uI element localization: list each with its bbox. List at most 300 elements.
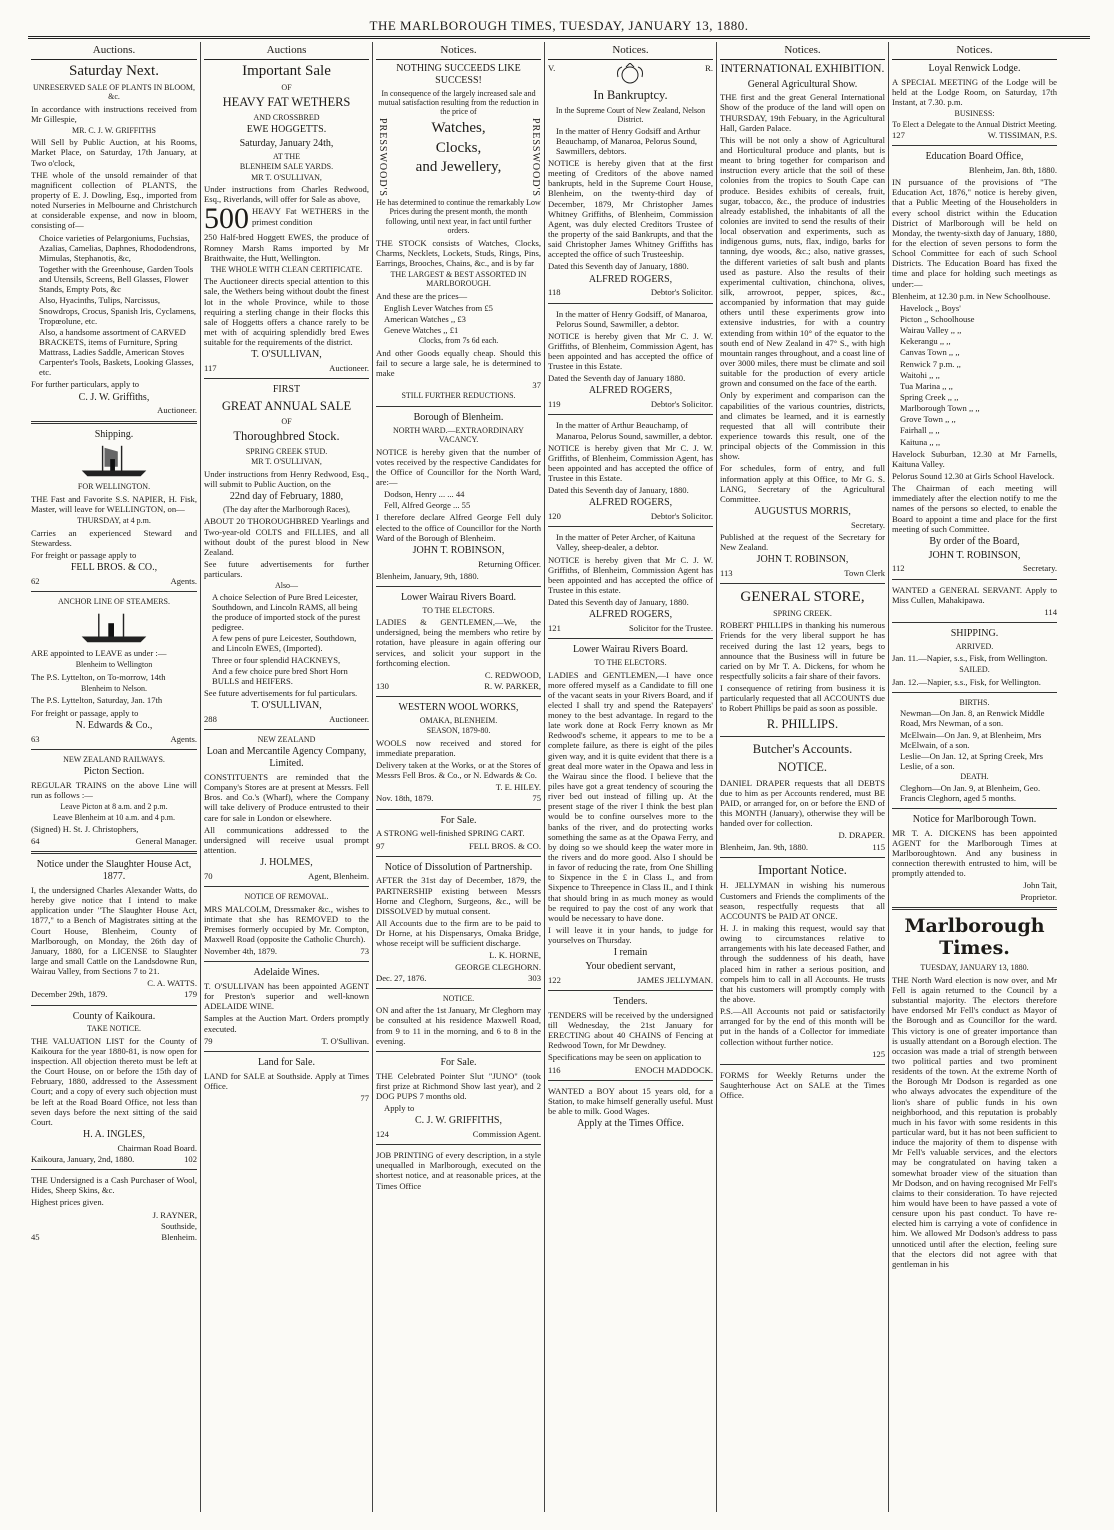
divider: [548, 638, 713, 639]
ad-text: NOTICE is hereby given that the number of votes received by the respective Candidates for the Office of Councillor for the North Ward, are:—: [376, 446, 541, 487]
ad-role: Debtor's Solicitor.: [650, 399, 713, 410]
ad-footer: [204, 1036, 369, 1046]
ad-text: NOTICE is hereby given that Mr C. J. W. Griffiths, of Blenheim, Commission Agent, has been appointed and has accepted the office of Trustee in this Estate.: [548, 442, 713, 484]
ad-text: THE VALUATION LIST for the County of Kaikoura for the year 1880-81, is now open for inspection. All objection thereto must be left at the Court House, on or before the 15th day of February, 1880, addressed to the Assessment Court; and a copy of every such objection must be left at the Road Board Office, not less than seven days before the next sitting of the said Court.: [31, 1035, 197, 1127]
price-line: English Lever Watches from £5: [384, 303, 493, 313]
column-2: [200, 42, 372, 1512]
ad-date: Dated this Seventh day of January, 1880.: [548, 485, 689, 496]
ad-text: WANTED a GENERAL SERVANT. Apply to Miss Cullen, Mahakipawa.: [892, 584, 1057, 605]
ad-text: THE Celebrated Pointer Slut "JUNO" (took first prize at Richmond Show last year), and 2 DOG PUPS 7 months old.: [376, 1070, 541, 1101]
ad-title: WESTERN WOOL WORKS,: [398, 702, 519, 714]
divider: [204, 729, 369, 730]
ad-text: NOTICE is hereby given that Mr C. J. W. Griffiths, of Blenheim, Commission Agent, has been appointed and has accepted the office of Trustee in this Estate.: [548, 330, 713, 372]
ad-signature: H. A. INGLES,: [83, 1129, 145, 1140]
birth-notice: Newman—On Jan. 8, an Renwick Middle Road, Mrs Newman, of a son.: [900, 708, 1045, 729]
shipping-line: Jan. 11.—Napier, s.s., Fisk, from Wellington.: [892, 653, 1048, 664]
ad-date: Dated this Seventh day of January, 1880.: [548, 261, 689, 272]
ad-text: Published at the request of the Secretary for New Zealand.: [720, 531, 885, 553]
ad-title: Lower Wairau Rivers Board.: [572, 644, 689, 656]
ad-text: And a few choice pure bred Short Horn BULLS and HEIFERS.: [212, 665, 348, 686]
ad-date: Dated the Seventh day of January 1880.: [548, 373, 686, 384]
ad-title: Notice for Marlborough Town.: [912, 813, 1037, 825]
ad-role: Town Clerk: [844, 567, 885, 578]
column-heading: Notices.: [892, 42, 1057, 60]
divider: [376, 809, 541, 810]
section-heading: BIRTHS.: [959, 697, 990, 707]
ad-text: LADIES and GENTLEMEN,—I have once more offered myself as a Candidate to fill one of the vacant seats in your Rivers Board, and if elected I shall try and spend the Ratepayers' money to the best advantage. In regard to the late work done at Rock Ferry known as Mr Redwood's scheme, it appears to me to be a complete failure, as there is eight of the piles given way, and it is quite evident that there is a great deal more water in the Opawa and less in the Wairau since the flood. I believe that the piles have got a great tendency of scouring the river bed out instead of filling up. At the present stage of the river I think the best plan would be to confine ourselves more to the banks of the river, and do protecting works something the same as at the Opawa Ferry, and by doing so we should keep the water more in the rivers and do more good. Also I should be in favor of reducing the rate, from One Shilling to Sixpence in the £ in Class I., and from Sixpence to Threepence in Class II., and I think that should bring in as much money as would be required to pay the cost of any work that would be necessary to have done.: [548, 669, 713, 923]
ad-text: Under instructions from Charles Redwood, Esq., Riverlands, will offer for Sale as above,: [204, 184, 369, 205]
schedule-line: Canvas Town ,, ,,: [900, 347, 960, 358]
schedule-line: Waitohi ,, ,,: [900, 369, 940, 380]
ad-text: THE WHOLE WITH CLEAN CERTIFICATE.: [210, 264, 363, 274]
ad-text: I therefore declare Alfred George Fell duly elected to the office of Councillor for the North Ward of the Borough of Blenheim.: [376, 512, 541, 543]
ad-subtitle: SPRING CREEK.: [773, 608, 832, 618]
ad-text: SEASON, 1879-80.: [426, 726, 491, 736]
ad-text: Together with the Greenhouse, Garden Tools and Utensils, Screens, Bell Glasses, Flower Stands, Empty Pots, &c: [39, 263, 194, 295]
ad-date: Blenheim, Jan. 9th, 1880.: [720, 841, 809, 852]
ad-subtitle: TAKE NOTICE.: [86, 1024, 141, 1034]
ad-text: Under instructions from Henry Redwood, Esq., will submit to Public Auction, on the: [204, 468, 369, 489]
ad-footer: [548, 287, 713, 297]
divider: [204, 961, 369, 962]
ad-number: 127: [892, 130, 905, 141]
ad-text: ON and after the 1st January, Mr Cleghorn may be consulted at his residence Maxwell Road, from 9 to 11 in the morning, and 6 to 8 in the evening.: [376, 1005, 541, 1046]
ad-subtitle: UNRESERVED SALE OF PLANTS IN BLOOM, &c.: [32, 82, 196, 102]
ad-text: FIRST: [272, 384, 301, 396]
divider: [720, 857, 885, 858]
ad-number: 75: [532, 793, 541, 804]
ad-text: All communications addressed to the undersigned will receive usual prompt attention.: [204, 824, 369, 856]
ad-signature: AUGUSTUS MORRIS,: [754, 505, 851, 517]
ad-text: NEW ZEALAND: [257, 735, 316, 744]
ad-signature: C. REDWOOD,: [484, 669, 541, 680]
ad-text: MR. C. J. W. GRIFFITHS: [71, 125, 157, 135]
divider: [31, 591, 197, 592]
ad-signature: Auctioneer.: [157, 405, 197, 416]
ad-footer: [548, 975, 713, 985]
ad-text: H. J. in making this request, would say that owing to circumstances relative to arrangements with his late deceased Father, and through the suddenness of his death, have placed him in rather a serious position, and compels him to call in all Accounts. He trusts that his customers will promptly comply with the above.: [720, 923, 885, 1005]
ad-role: Solicitor for the Trustee.: [628, 623, 713, 634]
ad-text: Specifications may be seen on application to: [548, 1052, 702, 1063]
ad-title: Loyal Renwick Lodge.: [928, 62, 1021, 74]
ad-signature: T. O'Sullivan.: [321, 1035, 369, 1046]
column-heading: Auctions: [204, 42, 369, 60]
divider: [548, 1080, 713, 1081]
ad-text: Only by experiment and comparison can the capabilities of the various countries, districts, and climates be learned, and it is earnestly requested that all will contribute their experience towards this result, one of the principal objects of the Commission in this show.: [720, 390, 885, 462]
ad-title: For Sale.: [440, 814, 477, 826]
ad-title: Butcher's Accounts.: [752, 742, 853, 757]
ad-text: LAND for SALE at Southside. Apply at Times Office.: [204, 1070, 369, 1091]
ad-text: I will leave it in your hands, to judge for yourselves on Thursday.: [548, 925, 713, 946]
ad-text: See future advertisements for further particulars.: [204, 558, 369, 580]
ad-title: Clocks,: [435, 139, 482, 156]
ad-date: December 29th, 1879.: [31, 989, 108, 1000]
divider: [376, 696, 541, 697]
ad-text: By order of the Board,: [929, 535, 1020, 547]
divider: [892, 692, 1057, 693]
ad-date: Blenheim, January, 9th, 1880.: [376, 570, 479, 581]
ad-footer: [31, 1154, 197, 1164]
ad-footer: [376, 973, 541, 983]
ad-text: Blenheim.: [161, 1231, 197, 1242]
column-heading: Notices.: [548, 42, 713, 60]
ad-text: THURSDAY, at 4 p.m.: [77, 516, 151, 526]
ad-text: Blenheim to Wellington: [75, 660, 153, 670]
ad-text: In the matter of Arthur Beauchamp, of Manaroa, Pelorus Sound, sawmiller, a debtor.: [556, 420, 713, 441]
ad-text: ROBERT PHILLIPS in thanking his numerous Friends for the very liberal support he has received during the last 12 years, begs to announce that the Business will in future be caried on by Mr T. A. Dickens, for whom he respectfully solicits a fair share of their favors.: [720, 620, 885, 681]
ad-text: For freight or passage apply to: [31, 549, 137, 560]
masthead-rule: [28, 36, 1090, 39]
ad-role: General Manager.: [135, 836, 197, 847]
ad-footer: [376, 1129, 541, 1139]
ad-text: Your obedient servant,: [585, 961, 676, 973]
ad-title: Lower Wairau Rivers Board.: [400, 591, 517, 603]
section-heading: DEATH.: [960, 772, 989, 782]
ad-text: THE STOCK consists of Watches, Clocks, Charms, Necklets, Lockets, Studs, Rings, Pins, Earrings, Brooches, Chains, &c., and is by far: [376, 237, 541, 268]
ad-text: WOOLS now received and stored for immediate preparation.: [376, 737, 541, 758]
ad-text: He has determined to continue the remarkably Low Prices during the present month, the month following, until next year, in fact until further orders.: [376, 197, 541, 236]
ad-signature: FELL BROS. & CO.: [468, 840, 541, 851]
candidate-line: Fell, Alfred George ... 55: [384, 500, 471, 511]
ad-text: I, the undersigned Charles Alexander Watts, do hereby give notice that I intend to make application under "The Slaughter House Act, 1877," to a Bench of Magistrates sitting at the Court House, Blenheim, County of Marlborough, on Monday, the 26th day of January, 1880, for a LICENSE to Slaughter large and small Cattle on the Landsdowne Run, Wairau Valley, from Sections 7 to 21.: [31, 884, 197, 977]
ad-number: 118: [548, 287, 561, 298]
schedule-line: Renwick 7 p.m. ,,: [900, 358, 961, 369]
ad-title: In Bankruptcy.: [593, 87, 668, 102]
ad-number: 97: [376, 840, 385, 851]
divider: [204, 378, 369, 379]
ad-text: Also—: [274, 581, 299, 591]
schedule-line: Picton ,, Schoolhouse: [900, 313, 975, 324]
ad-subtitle: NOTICE.: [778, 760, 827, 774]
ad-text: The Auctioneer directs special attention to this sale, the Wethers being without doubt the finest lot in the whole Province, while to those requiring a sterling change in their flocks this sale of Hoggetts offers a chance rarely to be met with of acquiring splendidly bred Ewes suitable for the requirements of the district.: [204, 276, 369, 348]
ad-text: OF: [281, 416, 292, 426]
ad-date: Nov. 18th, 1879.: [376, 793, 434, 804]
ad-number: 121: [548, 623, 561, 634]
ad-text: OF: [281, 82, 292, 92]
schedule-line: Tua Marina ,, ,,: [900, 380, 953, 391]
divider: [720, 736, 885, 737]
ad-number: 102: [184, 1153, 197, 1164]
ad-text: For freight or passage, apply to: [31, 707, 139, 718]
ad-text: Leave Picton at 8 a.m. and 2 p.m.: [60, 802, 168, 812]
ad-subtitle: TO THE ELECTORS.: [594, 658, 667, 668]
divider: [31, 421, 197, 424]
ad-text: See future advertisements for ful particulars.: [204, 687, 358, 698]
price-line: Geneve Watches ,, £1: [384, 325, 459, 336]
ad-title: INTERNATIONAL EXHIBITION.: [720, 62, 885, 75]
divider: [376, 856, 541, 857]
ad-role: Commission Agent.: [472, 1129, 541, 1140]
ad-footer: [31, 734, 197, 744]
ad-number: 73: [360, 946, 369, 957]
divider: [376, 586, 541, 587]
ad-title: NOTICE OF REMOVAL.: [244, 892, 329, 902]
divider: [892, 907, 1057, 910]
ad-text: I consequence of retiring from business it is particularly requested that all ACCOUNTS due to Robert Phillips be paid as soon as possible.: [720, 683, 885, 714]
ad-text: STILL FURTHER REDUCTIONS.: [401, 391, 516, 401]
ad-signature: C. J. W. Griffiths,: [78, 391, 150, 403]
ad-role: Proprietor.: [1020, 891, 1057, 902]
ad-footer: [892, 563, 1057, 573]
ad-text: NOTICE is hereby given that Mr C. J. W. Griffiths, of Blenheim, Commission Agent has been appointed and has accepted the office of Trustee in this estate.: [548, 554, 713, 596]
ad-footer: [31, 1232, 197, 1242]
royal-crest: [548, 63, 713, 85]
ad-text: JOB PRINTING of every description, in a style unequalled in Marlborough, executed on the shortest notice, and at reasonable prices, at the Times Office: [376, 1150, 541, 1191]
ad-title: EWE HOGGETTS.: [246, 124, 327, 136]
ad-footer: [548, 511, 713, 521]
ad-footer: [548, 1065, 713, 1075]
ad-title: ANCHOR LINE OF STEAMERS.: [57, 596, 170, 606]
ad-number: 119: [548, 399, 561, 410]
divider: [204, 886, 369, 887]
ad-text: P.S.—All Accounts not paid or satisfactorily arranged for by the end of this month will be put in the hands of a Collector for immediate collection without further notice.: [720, 1006, 885, 1047]
ad-number: 113: [720, 567, 733, 578]
ad-signature: GEORGE CLEGHORN.: [455, 961, 541, 972]
ad-signature: JOHN T. ROBINSON,: [412, 544, 505, 556]
ad-date: Dated this Seventh day of January, 1880.: [548, 597, 689, 608]
divider: [376, 988, 541, 989]
ad-number: 120: [548, 511, 561, 522]
divider: [548, 990, 713, 991]
ad-text: Apply to: [384, 1103, 415, 1114]
ad-role: Auctioneer.: [329, 713, 369, 724]
ad-role: Chairman Road Board.: [117, 1142, 197, 1153]
ad-text: In accordance with instructions received from Mr Gillespie,: [31, 103, 197, 124]
ad-subtitle: NORTH WARD.—EXTRAORDINARY VACANCY.: [393, 425, 524, 445]
masthead: THE MARLBOROUGH TIMES, TUESDAY, JANUARY 13, 1880.: [369, 18, 749, 33]
crest-letter: R.: [705, 62, 713, 73]
ad-role: Agents.: [170, 733, 197, 744]
ad-title: HEAVY FAT WETHERS: [222, 95, 351, 110]
ad-title: County of Kaikoura.: [72, 1010, 156, 1022]
divider: [376, 406, 541, 407]
ad-title: Land for Sale.: [258, 1056, 315, 1068]
ad-text: Choice varieties of Pelargoniums, Fuchsias, Azalias, Camelias, Daphnes, Rhododendrons, Mimulas, Stephanotis, &c,: [39, 232, 197, 263]
ad-text: Also, Hyacinths, Tulips, Narcissus, Snowdrops, Crocus, Spanish Iris, Cyclamens, Tropœolune, etc.: [39, 295, 197, 326]
section-heading: Shipping.: [94, 428, 134, 440]
ad-text: This will be not only a show of Agricultural and Horticultural produce and plants, but is meant to bring together for comparison and instruction every article that the soil of these colonies from the tropics to South Cape can produce. Besides exhibits of cereals, fruit, sugar, tobacco, &c., the produce of industries already established, the inhabitants of all the colonies are invited to send the results of their local observation and experiments, such as indigenous gums, nuts, flax, indigo, barks for tanning, dye woods, &c.; also, native grasses, the different varieties of salt bush and plants used as pasture. Also the results of their experimental cultivation, chinchona, olives, silk, arrowroot, pepper, spices, &c., accompanied by information that may guide others until these experiments grow into extensive industries, for with a country extending from within 10° of the equator to the south end of New Zealand in 47° S., with high mountain ranges throughout, and a coast line of over 3000 miles, there must be climate and soil suitable for the production of every article grown and consumed on the face of the earth.: [720, 134, 885, 389]
ad-text: Samples at the Auction Mart. Orders promptly executed.: [204, 1013, 369, 1034]
ad-text: A SPECIAL MEETING of the Lodge will be held at the Lodge Room, on Saturday, 17th Instant, at 7.30. p.m.: [892, 76, 1057, 108]
divider: [720, 1064, 885, 1065]
candidate-line: Dodson, Henry ... ... 44: [384, 489, 465, 500]
ad-text: For further particulars, apply to: [31, 379, 140, 390]
columns: [28, 42, 1090, 1512]
divider: [892, 145, 1057, 146]
ad-date: Dec. 27, 1876.: [376, 972, 427, 983]
ad-signature: D. DRAPER.: [838, 830, 885, 841]
ad-footer: [31, 576, 197, 586]
ad-signature: (Signed) H. St. J. Christophers,: [31, 824, 139, 835]
ad-lot: [204, 202, 369, 236]
divider: [548, 303, 713, 304]
ad-signature: J. RAYNER,: [152, 1209, 197, 1220]
ad-title: For Sale.: [440, 1056, 477, 1068]
ad-text: Will Sell by Public Auction, at his Rooms, Market Place, on Saturday, 17th January, at Two o'clock,: [31, 137, 197, 168]
ad-text: BUSINESS:: [954, 109, 995, 119]
ad-number: 130: [376, 680, 389, 691]
ad-text: For schedules, form of entry, and full information apply at this Office, to Mr G. S. LANG, Secretary of the Agricultural Committee.: [720, 463, 885, 504]
ad-text: To Elect a Delegate to the Annual District Meeting.: [892, 119, 1057, 129]
steamship-icon: [75, 608, 153, 646]
ad-signature: ALFRED ROGERS,: [588, 497, 673, 509]
ad-text: BLENHEIM SALE YARDS.: [239, 162, 334, 172]
ad-text: Delivery taken at the Works, or at the Stores of Messrs Fell Bros. & Co., or N. Edwards & Co.: [376, 760, 541, 781]
ad-text: NOTICE is hereby given that at the first meeting of Creditors of the above named bankrupts, held in the Supreme Court House, Blenheim, on the twenty-third day of December, 1879, Mr Christopher James Whitney Griffiths, of Blenheim, Commission Agent, was duly elected Creditors Trustee of the property of the said Bankrupts, and that the said Christopher James Whitney Griffiths has accepted the office of such Trusteeship.: [548, 158, 713, 260]
schedule-line: Havelock ,, Boys': [900, 302, 961, 313]
ad-number: 79: [204, 1035, 213, 1046]
divider: [892, 579, 1057, 580]
divider: [548, 526, 713, 527]
ad-text: THE LARGEST & BEST ASSORTED IN MARLBOROUGH.: [390, 269, 527, 289]
ad-text: Southside,: [160, 1220, 197, 1231]
ad-signature: W. TISSIMAN, P.S.: [987, 130, 1057, 141]
schedule-line: Blenheim, at 12.30 p.m. in New Schoolhouse.: [892, 290, 1051, 301]
column-5: [716, 42, 888, 1512]
ad-text: AND CROSSBRED: [253, 112, 320, 122]
ad-signature: JOHN T. ROBINSON,: [928, 549, 1021, 561]
ad-title: GENERAL STORE,: [740, 589, 865, 606]
ad-text: Carries an experienced Steward and Stewardess.: [31, 527, 197, 548]
ad-title: Thoroughbred Stock.: [233, 429, 340, 444]
ad-subtitle: General Agricultural Show.: [747, 78, 858, 90]
ad-text: Highest prices given.: [31, 1197, 104, 1208]
ad-text: I remain: [613, 947, 648, 959]
ad-footer: [376, 681, 541, 691]
ad-title: NEW ZEALAND RAILWAYS.: [63, 754, 165, 764]
ad-text: In the matter of Henry Godsiff, of Manaroa, Pelorus Sound, Sawmiller, a debtor.: [556, 308, 708, 329]
ad-signature: C. A. WATTS.: [147, 978, 197, 989]
ad-title: Saturday Next.: [69, 62, 159, 79]
ad-text: WANTED a BOY about 15 years old, for a Station, to make himself generally useful. Must be able to milk. Good Wages.: [548, 1085, 713, 1116]
section-heading: SHIPPING.: [950, 627, 999, 639]
column-heading: Notices.: [376, 42, 541, 60]
ad-signature: ALFRED ROGERS,: [588, 273, 673, 285]
ad-footer: [204, 871, 369, 881]
editorial-date: TUESDAY, JANUARY 13, 1880.: [920, 963, 1029, 973]
ad-title: Tenders.: [613, 996, 648, 1008]
divider: [31, 1169, 197, 1170]
ad-number: 122: [548, 974, 561, 985]
ad-subtitle: ARRIVED.: [955, 641, 994, 651]
divider: [892, 808, 1057, 809]
ad-footer: [548, 623, 713, 633]
column-heading: Notices.: [720, 42, 885, 60]
ad-title: Notice of Dissolution of Partnership.: [384, 861, 533, 873]
column-4: [544, 42, 716, 1512]
ad-number: 179: [184, 989, 197, 1000]
ad-text: The Chairman of each meeting will immediately after the election notify to me the names of the persons so elected, to enable the Board to appoint a time and place for the first meeting of such Committee.: [892, 483, 1057, 534]
ad-text: TENDERS will be received by the undersigned till Wednesday, the 21st January for ERECTING about 40 CHAINS of Fencing at Redwood Town, for Mr Dewdney.: [548, 1009, 713, 1051]
ad-role: Secretary.: [850, 519, 885, 530]
side-banner: PRESSWOOD'S: [376, 117, 388, 197]
divider: [31, 851, 197, 854]
ad-text: ARE appointed to LEAVE as under :—: [31, 648, 167, 659]
ad-title: Notice under the Slaughter House Act, 1877.: [36, 859, 192, 883]
ad-number: 115: [872, 841, 885, 852]
ad-text: THE whole of the unsold remainder of that magnificent collection of PLANTS, the property of E. J. Dowling, Esq., imported from noted Nurseries in Melbourne and Christchurch at considerable expense, and now in bloom, consisting of—: [31, 169, 197, 231]
ad-signature: C. J. W. GRIFFITHS,: [415, 1115, 502, 1127]
ad-number: 37: [532, 380, 541, 391]
ad-number: 64: [31, 836, 40, 847]
column-heading: Auctions.: [31, 42, 197, 60]
ad-title: Important Sale: [242, 62, 331, 79]
ad-subtitle: TO THE ELECTORS.: [422, 605, 495, 615]
ad-text: AT THE: [272, 151, 301, 161]
schedule-line: Grove Town ,, ,,: [900, 414, 956, 425]
ad-text: The P.S. Lyttelton, on To-morrow, 14th: [31, 671, 166, 682]
column-3: [372, 42, 544, 1512]
ad-signature: L. K. HORNE,: [489, 950, 541, 961]
ad-signature: JOHN T. ROBINSON,: [756, 554, 849, 566]
ad-role: Returning Officer.: [478, 558, 541, 569]
ad-text: A few pens of pure Leicester, Southdown, and Lincoln EWES, (Imported).: [212, 633, 357, 654]
ad-role: Agent, Blenheim.: [308, 870, 369, 881]
watch-ad-center: [388, 118, 529, 197]
ad-text: IN pursuance of the provisions of "The Education Act, 1876," notice is hereby given, that a Public Meeting of the Householders in every school district within the Education District of Marlborough will be held on Monday, the twenty-sixth day of January, 1880, for the election of seven persons to form the School Committee for each of such School Districts. The Education Board has fixed the time and place for holding such meetings as under:—: [892, 177, 1057, 289]
page-number: 45: [31, 1231, 40, 1242]
crest-letter: V.: [548, 62, 556, 73]
ad-text: Leave Blenheim at 10 a.m. and 4 p.m.: [53, 812, 175, 822]
ad-text: THE first and the great General International Show of the produce of the land will open on THURSDAY, 19th Febuary, in the Agricultural Hall, Garden Palace.: [720, 92, 885, 133]
ad-text: AFTER the 31st day of December, 1879, the PARTNERSHIP existing between Messrs Horne and Cleghorn, Surgeons, &c., will be DISSOLVED by mutual consent.: [376, 875, 541, 916]
ad-text: In the matter of Henry Godsiff and Arthur Beauchamp, of Manaroa, Pelorus Sound, Sawmillers, debtors.: [556, 125, 701, 156]
schedule-line: Kaituna ,, ,,: [900, 436, 941, 447]
ad-number: 62: [31, 575, 40, 586]
ad-text: In the matter of Peter Archer, of Kaituna Valley, sheep-dealer, a debtor.: [556, 532, 696, 553]
ad-subtitle: SAILED.: [959, 665, 990, 675]
ad-number: 125: [872, 1048, 885, 1059]
ad-text: Three or four splendid HACKNEYS,: [212, 654, 341, 665]
ad-footer: [376, 793, 541, 803]
price-line: American Watches ,, £3: [384, 314, 466, 325]
ad-signature: ALFRED ROGERS,: [588, 609, 673, 621]
ad-footer: [31, 836, 197, 846]
ad-title: GREAT ANNUAL SALE: [221, 399, 352, 414]
schedule-line: Pelorus Sound 12.30 at Girls School Havelock.: [892, 470, 1055, 481]
death-notice: Cleghorn—On Jan. 9, at Blenheim, Geo. Francis Cleghorn, aged 5 months.: [900, 782, 1041, 803]
column-1: [28, 42, 200, 1512]
ad-text: H. JELLYMAN in wishing his numerous Customers and Friends the compliments of the season, respectfully requests that all ACCOUNTS be PAID AT ONCE.: [720, 880, 885, 921]
ad-text: Also, a handsome assortment of CARVED BRACKETS, items of Furniture, Spring Mattrass, Ladies Saddle, American Stoves Carpenter's Tools, Baskets, Looking Glasses, etc.: [39, 326, 194, 378]
watch-ad-block: [376, 118, 541, 197]
ad-text: HEAVY Fat WETHERS in the primest condition: [252, 206, 369, 227]
divider: [548, 414, 713, 415]
divider: [376, 1051, 541, 1052]
ad-title: Borough of Blenheim.: [413, 411, 504, 423]
divider: [31, 749, 197, 750]
ad-text: (The day after the Marlborough Races),: [222, 504, 351, 514]
ad-title: Adelaide Wines.: [253, 967, 320, 979]
ad-text: In consequence of the largely increased sale and mutual satisfaction resulting from the reduction in the price of: [378, 88, 539, 117]
ad-title: and Jewellery,: [415, 159, 502, 176]
ad-signature: T. E. HILEY.: [495, 782, 541, 793]
birth-notice: Leslie—On Jan. 12, at Spring Creek, Mrs Leslie, of a son.: [900, 750, 1043, 772]
schedule-line: Marlborough Town ,, ,,: [900, 403, 980, 414]
ad-footer: [720, 842, 885, 852]
schedule-line: Kekerangu ,, ,,: [900, 336, 951, 347]
ad-date: 22nd day of February, 1880,: [229, 491, 344, 503]
ad-text: MR T. A. DICKENS has been appointed AGENT for the Marlborough Times at Marlboroughtown. And any business in connection therewith entrusted to him, will be promptly attended to.: [892, 827, 1057, 879]
editorial-nameplate: Marlborough Times.: [904, 914, 1045, 960]
ad-subtitle: OMAKA, BLENHEIM.: [419, 715, 498, 725]
ad-text: A STRONG well-finished SPRING CART.: [376, 828, 525, 839]
divider: [31, 1005, 197, 1006]
shipping-line: Jan. 12.—Napier, s.s., Fisk, for Wellington.: [892, 676, 1041, 687]
ad-footer: [204, 363, 369, 373]
schedule-line: Spring Creek ,, ,,: [900, 391, 959, 402]
divider: [892, 622, 1057, 623]
